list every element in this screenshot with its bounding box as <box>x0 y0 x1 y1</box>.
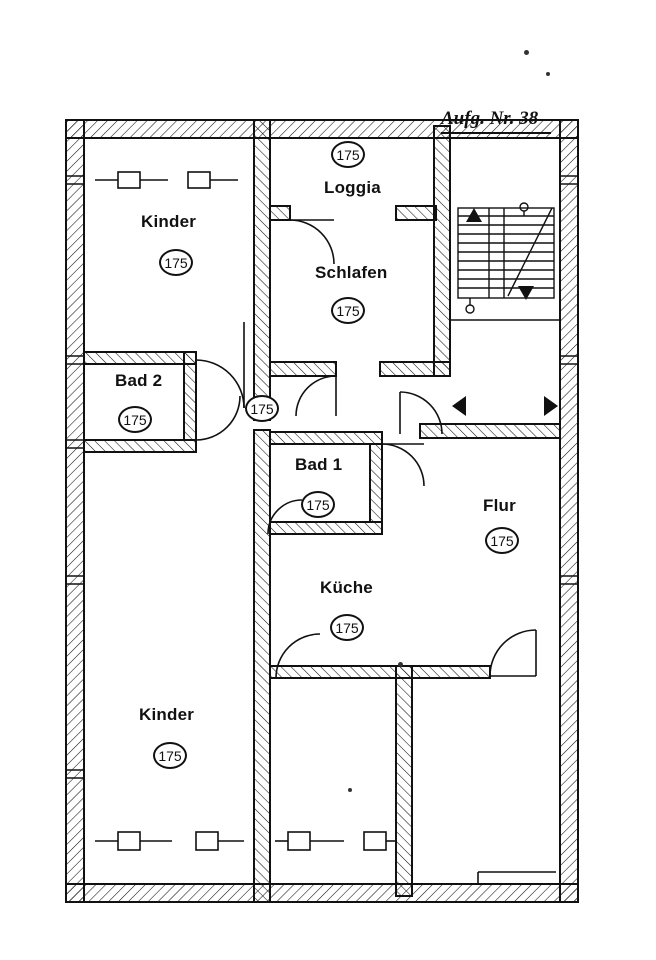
room-label-loggia: Loggia <box>324 178 381 197</box>
room-marker-corridor: 175 <box>245 395 279 422</box>
room-marker-kueche: 175 <box>330 614 364 641</box>
room-marker-loggia: 175 <box>331 141 365 168</box>
room-marker-bad-1: 175 <box>301 491 335 518</box>
ink-speck-upper <box>546 72 550 76</box>
room-marker-kinder-top: 175 <box>159 249 193 276</box>
ink-speck-lower <box>348 788 352 792</box>
room-marker-flur: 175 <box>485 527 519 554</box>
room-label-flur: Flur <box>483 496 516 515</box>
room-label-schlafen: Schlafen <box>315 263 388 282</box>
room-label-kinder-bottom: Kinder <box>139 705 195 724</box>
room-label-bad-1: Bad 1 <box>295 455 343 474</box>
room-marker-kinder-bottom: 175 <box>153 742 187 769</box>
drawing-title-note: Aufg. Nr. 38 <box>441 108 539 129</box>
left-arrow <box>452 396 466 416</box>
room-marker-schlafen: 175 <box>331 297 365 324</box>
room-marker-bad-2: 175 <box>118 406 152 433</box>
ink-speck-kueche <box>398 662 403 667</box>
room-label-kinder-top: Kinder <box>141 212 197 231</box>
room-label-bad-2: Bad 2 <box>115 371 163 390</box>
drawing-title-underline <box>441 132 551 134</box>
up-arrow <box>466 208 482 222</box>
door-direction-arrows <box>452 396 558 416</box>
right-arrow <box>544 396 558 416</box>
stair-direction-arrows <box>466 208 534 300</box>
door-swing-symbols <box>196 220 536 678</box>
ink-speck-top <box>524 50 529 55</box>
room-label-kueche: Küche <box>320 578 373 597</box>
